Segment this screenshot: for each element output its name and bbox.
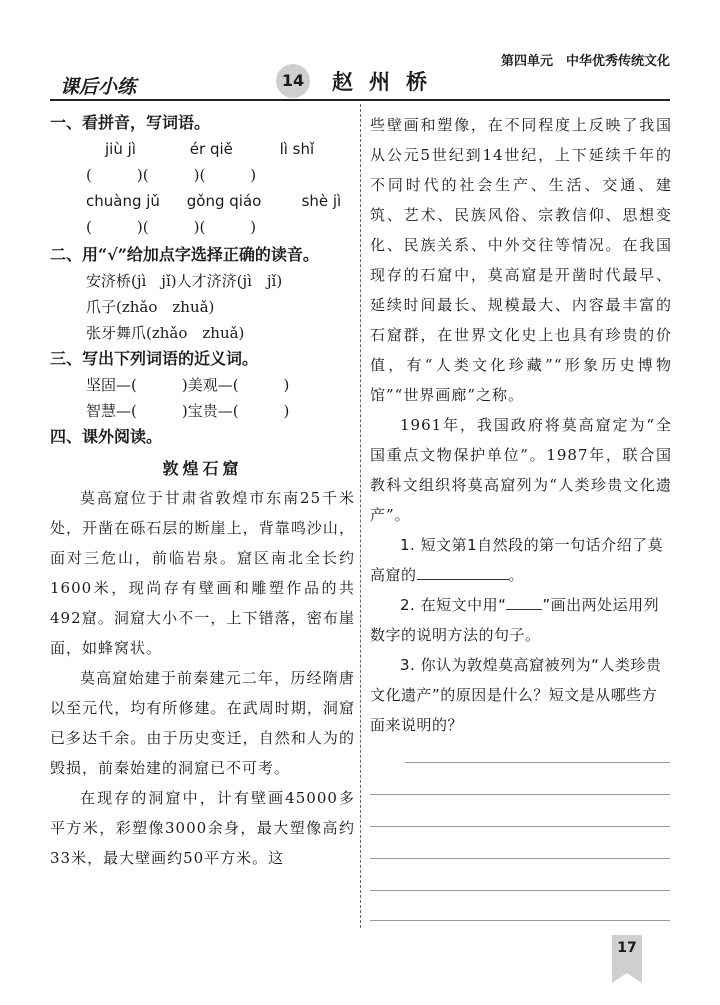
article-paragraph-4: 1961年，我国政府将莫高窟定为“全国重点文物保护单位”。1987年，联合国教科文组织将莫高窟列为“人类珍贵文化遗产”。 [370,416,672,524]
answer-line[interactable] [370,826,670,827]
pinyin-item: lì shǐ [279,140,315,158]
answer-line[interactable] [405,762,670,763]
pronunciation-line-1[interactable]: 安济桥(jì jǐ)人才济济(jì jǐ) [86,272,283,290]
question-2-text: 2. 在短文中用“ [400,596,507,614]
question-3: 3. 你认为敦煌莫高窟被列为“人类珍贵文化遗产”的原因是什么？短文是从哪些方面来说明的？ [370,656,662,734]
pinyin-item: shè jì [301,192,342,210]
synonym-line-2[interactable]: 智慧—( )宝贵—( ) [86,402,290,420]
article-title: 敦煌石窟 [162,459,243,478]
unit-label: 第四单元 中华优秀传统文化 [500,54,670,69]
section4-heading: 四、课外阅读。 [50,427,163,446]
answer-box[interactable]: ( ) [86,166,143,184]
answer-blank[interactable] [417,579,509,580]
question-1-text: 1. 短文第1自然段的第一句话介绍了莫高窟的 [370,536,664,584]
question-1-end: 。 [508,566,525,584]
answer-line[interactable] [370,920,670,921]
pinyin-row-2 [50,188,355,214]
header-rule [50,99,670,101]
pronunciation-line-3[interactable]: 张牙舞爪(zhǎo zhuǎ) [86,324,245,342]
answer-line[interactable] [370,890,670,891]
left-column [50,110,355,873]
page-number: 17 [617,940,637,956]
section2-heading: 二、用“√”给加点字选择正确的读音。 [50,245,319,264]
right-column [370,110,672,740]
article-paragraph-2: 莫高窟始建于前秦建元二年，历经隋唐以至元代，均有所修建。在武周时期，洞窟已多达千余。由于历史变迁，自然和人为的毁损，前秦始建的洞窟已不可考。 [50,669,355,777]
answer-box[interactable]: ( ) [199,218,257,236]
answer-box[interactable]: ( ) [142,218,200,236]
pinyin-item: jiù jì [105,140,136,158]
pinyin-item: ér qiě [189,140,233,158]
pinyin-item: gǒng qiáo [186,192,262,210]
question-2 [370,590,672,650]
section3-heading: 三、写出下列词语的近义词。 [50,349,259,368]
article-paragraph-1: 莫高窟位于甘肃省敦煌市东南25千米处，开凿在砾石层的断崖上，背靠鸣沙山，面对三危山，前临岩泉。窟区南北全长约1600米，现尚存有壁画和雕塑作品的共492窟。洞窟大小不一，上下错落，密布崖面，如蜂窝状。 [50,489,355,657]
practice-label: 课后小练 [60,76,137,98]
synonym-line-1[interactable]: 坚固—( )美观—( ) [86,376,290,394]
page-tab-notch [612,973,642,983]
section1-heading: 一、看拼音，写词语。 [50,113,211,132]
answer-line[interactable] [370,794,670,795]
answer-box[interactable]: ( ) [199,166,257,184]
pronunciation-line-2[interactable]: 爪子(zhǎo zhuǎ) [86,298,215,316]
underline-sample [506,609,542,610]
lesson-title: 赵州桥 [332,69,443,94]
column-divider [360,104,361,928]
article-paragraph-3: 在现存的洞窟中，计有壁画45000多平方米，彩塑像3000余身，最大塑像高约33米，最大壁画约50平方米。这 [50,789,355,867]
answer-box[interactable]: ( ) [142,166,200,184]
pinyin-item: chuàng jǔ [86,192,160,210]
answer-box[interactable]: ( ) [86,218,143,236]
answer-row-1 [50,162,355,188]
lesson-number-badge: 14 [276,64,310,98]
pinyin-row-1 [50,136,355,162]
answer-row-2 [50,214,355,240]
article-paragraph-3-continued: 些壁画和塑像，在不同程度上反映了我国从公元5世纪到14世纪，上下延续千年的不同时代的社会生产、生活、交通、建筑、艺术、民族风俗、宗教信仰、思想变化、民族关系、中外交往等情况。在我国现存的石窟中，莫高窟是开凿时代最早、延续时间最长、规模最大、内容最丰富的石窟群，在世界文化史上也具有珍贵的价值，有“人类文化珍藏”“形象历史博物馆”“世界画廊”之称。 [370,116,672,404]
question-1 [370,530,672,590]
answer-line[interactable] [370,858,670,859]
question-2-text-end: ”画出两处运用列数字的说明方法的句子。 [370,596,660,644]
